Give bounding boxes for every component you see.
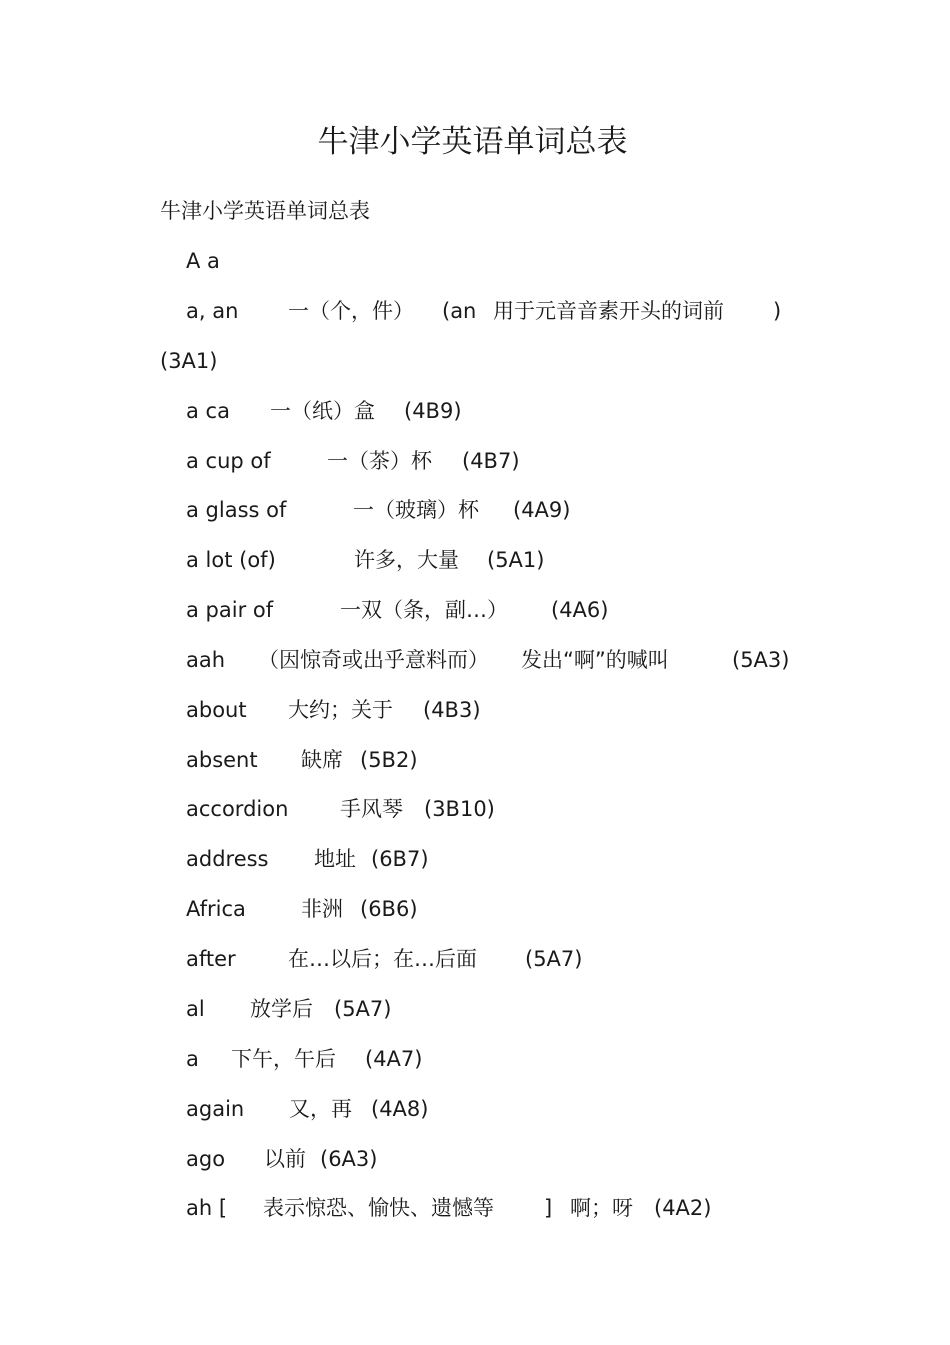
entry-meaning: 缺席	[301, 748, 343, 772]
entry-unit: (4B3)	[423, 698, 481, 722]
entry-meaning: 表示惊恐、愉快、遗憾等	[263, 1196, 494, 1220]
entry-note-open: (an	[442, 299, 477, 323]
entry-word: al	[186, 997, 205, 1021]
entry-unit: (6B6)	[360, 897, 418, 921]
entry-meaning: 一双（条，副…）	[340, 598, 508, 622]
entry-unit: (4A9)	[513, 498, 571, 522]
entry-meaning: 下午，午后	[231, 1047, 336, 1071]
entry-meaning: 手风琴	[340, 797, 403, 821]
entry-meaning: 在…以后；在…后面	[288, 947, 477, 971]
entry-meaning: 一（茶）杯	[327, 449, 432, 473]
entry-word: accordion	[186, 797, 289, 821]
section-letter: A a	[186, 249, 220, 273]
entry-unit: (4A2)	[654, 1196, 712, 1220]
entry-meaning: 一（玻璃）杯	[353, 498, 479, 522]
entry-meaning: 许多，大量	[354, 548, 459, 572]
entry-word: a ca	[186, 399, 230, 423]
entry-unit-wrapped: (3A1)	[160, 349, 218, 373]
entry-word: a glass of	[186, 498, 287, 522]
entry-unit: (3B10)	[424, 797, 495, 821]
entry-unit: (5B2)	[360, 748, 418, 772]
document-subtitle: 牛津小学英语单词总表	[160, 199, 370, 223]
page-title: 牛津小学英语单词总表	[317, 124, 628, 160]
entry-unit: (4A8)	[371, 1097, 429, 1121]
entry-word: a, an	[186, 299, 239, 323]
entry-note-text: 用于元音音素开头的词前	[493, 299, 724, 323]
entry-unit: (6B7)	[371, 847, 429, 871]
entry-word: a lot (of)	[186, 548, 276, 572]
entry-meaning-secondary: 发出“啊”的喊叫	[521, 648, 669, 672]
entry-meaning-secondary: 啊；呀	[570, 1196, 633, 1220]
entry-meaning: （因惊奇或出乎意料而）	[258, 648, 489, 672]
entry-word: a cup of	[186, 449, 271, 473]
entry-bracket-close: ]	[544, 1196, 553, 1220]
entry-unit: (4A6)	[551, 598, 609, 622]
entry-meaning: 大约；关于	[288, 698, 393, 722]
entry-word: after	[186, 947, 236, 971]
entry-word: aah	[186, 648, 226, 672]
entry-meaning: 地址	[314, 847, 356, 871]
entry-word: ah [	[186, 1196, 228, 1220]
entry-unit: (5A7)	[525, 947, 583, 971]
entry-meaning: 又，再	[289, 1097, 352, 1121]
entry-meaning: 一（个，件）	[288, 299, 414, 323]
entry-note-close: )	[773, 299, 782, 323]
entry-meaning: 非洲	[301, 897, 343, 921]
entry-word: address	[186, 847, 269, 871]
entry-unit: (5A3)	[732, 648, 790, 672]
entry-meaning: 一（纸）盒	[270, 399, 375, 423]
entry-word: a pair of	[186, 598, 274, 622]
entry-word: ago	[186, 1147, 226, 1171]
entry-unit: (5A7)	[334, 997, 392, 1021]
entry-word: absent	[186, 748, 258, 772]
entry-word: about	[186, 698, 247, 722]
entry-word: Africa	[186, 897, 246, 921]
entry-unit: (4B9)	[404, 399, 462, 423]
entry-meaning: 放学后	[250, 997, 313, 1021]
entry-word: a	[186, 1047, 199, 1071]
entry-unit: (4B7)	[462, 449, 520, 473]
entry-unit: (4A7)	[365, 1047, 423, 1071]
entry-unit: (5A1)	[487, 548, 545, 572]
entry-word: again	[186, 1097, 245, 1121]
entry-meaning: 以前	[264, 1147, 306, 1171]
entry-unit: (6A3)	[320, 1147, 378, 1171]
